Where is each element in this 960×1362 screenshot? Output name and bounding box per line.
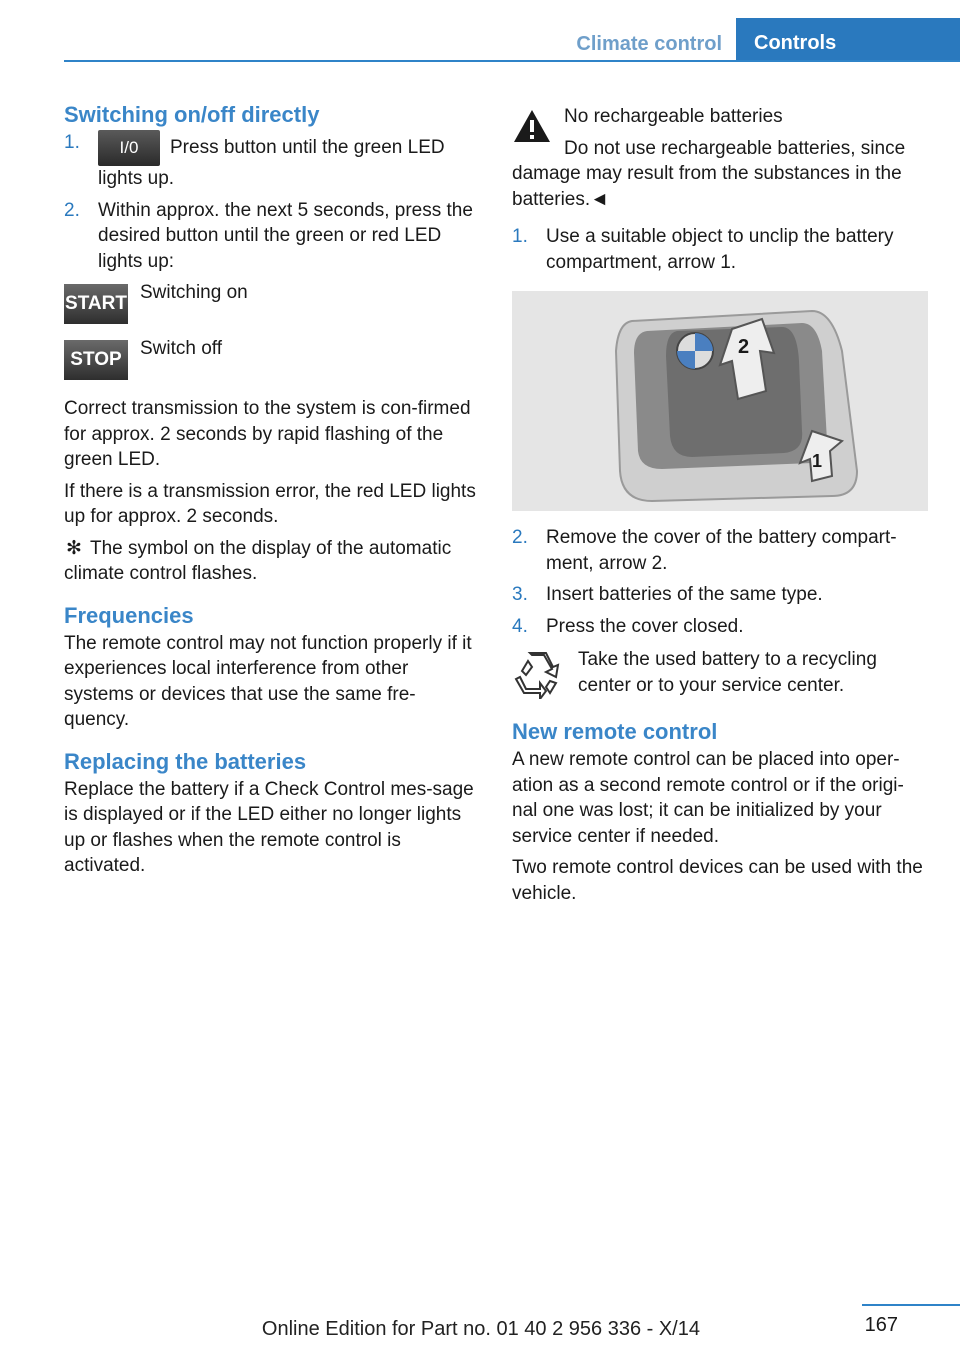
step-text: Remove the cover of the battery compart-ment, arrow 2.: [546, 527, 897, 574]
step-text: Insert batteries of the same type.: [546, 584, 823, 605]
stop-label: Switch off: [140, 338, 223, 359]
onoff-button-image: I/0: [98, 130, 160, 166]
header-rule: [64, 60, 960, 62]
steps-list-left: [64, 130, 478, 274]
warning-title: No rechargeable batteries: [564, 106, 783, 127]
recycle-note: [512, 647, 928, 699]
steps-list-right-2: [512, 525, 928, 639]
paragraph: Two remote control devices can be used with the vehicle.: [512, 857, 923, 904]
key-battery-image: [512, 291, 928, 511]
stop-key-image: STOP: [64, 340, 128, 380]
step-number: 1.: [64, 132, 80, 153]
right-column: [512, 104, 928, 912]
recycle-icon: [512, 647, 564, 699]
step-text: Press the cover closed.: [546, 615, 744, 637]
list-item: [64, 130, 478, 192]
heading-switching: Switching on/off directly: [64, 102, 320, 127]
stop-row: [64, 340, 478, 380]
recycle-text: Take the used battery to a recycling center or to your service center.: [578, 649, 877, 696]
page-number: 167: [864, 1314, 898, 1336]
list-item: [512, 582, 928, 608]
fan-icon: ✻: [66, 537, 82, 559]
paragraph-fan: [64, 536, 478, 587]
steps-list-right: [512, 224, 928, 275]
paragraph: A new remote control can be placed into oper-ation as a second remote control or if the origi-nal one was lost; it can be initialized by your service center if needed.: [512, 749, 904, 847]
heading-frequencies: Frequencies: [64, 602, 194, 628]
warning-note: [512, 104, 928, 212]
list-item: [512, 224, 928, 275]
start-row: [64, 284, 478, 324]
remote-key-illustration: [512, 291, 928, 511]
fan-text: The symbol on the display of the automatic climate control flashes.: [64, 537, 452, 584]
step-text: Within approx. the next 5 seconds, press the desired button until the green or red LED lights up:: [98, 199, 473, 272]
start-label: Switching on: [140, 282, 248, 303]
warning-icon: [512, 108, 552, 144]
step-number: 3.: [512, 584, 528, 605]
edition-text: Online Edition for Part no. 01 40 2 956 336 - X/14: [261, 1318, 700, 1340]
header-tab: Controls: [736, 18, 960, 62]
heading-new-remote: New remote control: [512, 719, 718, 744]
arrow2-label: 2: [738, 336, 750, 358]
list-item: [512, 525, 928, 576]
step-number: 4.: [512, 615, 528, 637]
step-number: 1.: [512, 226, 528, 247]
step-number: 2.: [512, 527, 528, 548]
paragraph: Replace the battery if a Check Control mes-sage is displayed or if the LED either no longer lights up or flashes when the remote control is activated.: [64, 778, 474, 876]
step-text: Press button until the green LED lights up.: [98, 137, 445, 189]
warning-body: Do not use rechargeable batteries, since damage may result from the substances in the batteries.◄: [512, 137, 906, 210]
arrow1-label: 1: [812, 451, 823, 471]
heading-batteries: Replacing the batteries: [64, 748, 307, 774]
paragraph: The remote control may not function properly if it experiences local interference from other systems or devices that use the same fre-quency.: [64, 632, 472, 730]
paragraph: Correct transmission to the system is con-firmed for approx. 2 seconds by rapid flashing of the green LED.: [64, 398, 471, 470]
left-column: [64, 100, 478, 885]
header-section: Climate control: [576, 33, 722, 55]
list-item: [512, 614, 928, 640]
list-item: [64, 198, 478, 275]
step-number: 2.: [64, 199, 80, 221]
start-key-image: START: [64, 284, 128, 324]
footer-rule: [862, 1304, 960, 1306]
step-text: Use a suitable object to unclip the battery compartment, arrow 1.: [546, 226, 894, 273]
paragraph: If there is a transmission error, the red LED lights up for approx. 2 seconds.: [64, 480, 476, 527]
